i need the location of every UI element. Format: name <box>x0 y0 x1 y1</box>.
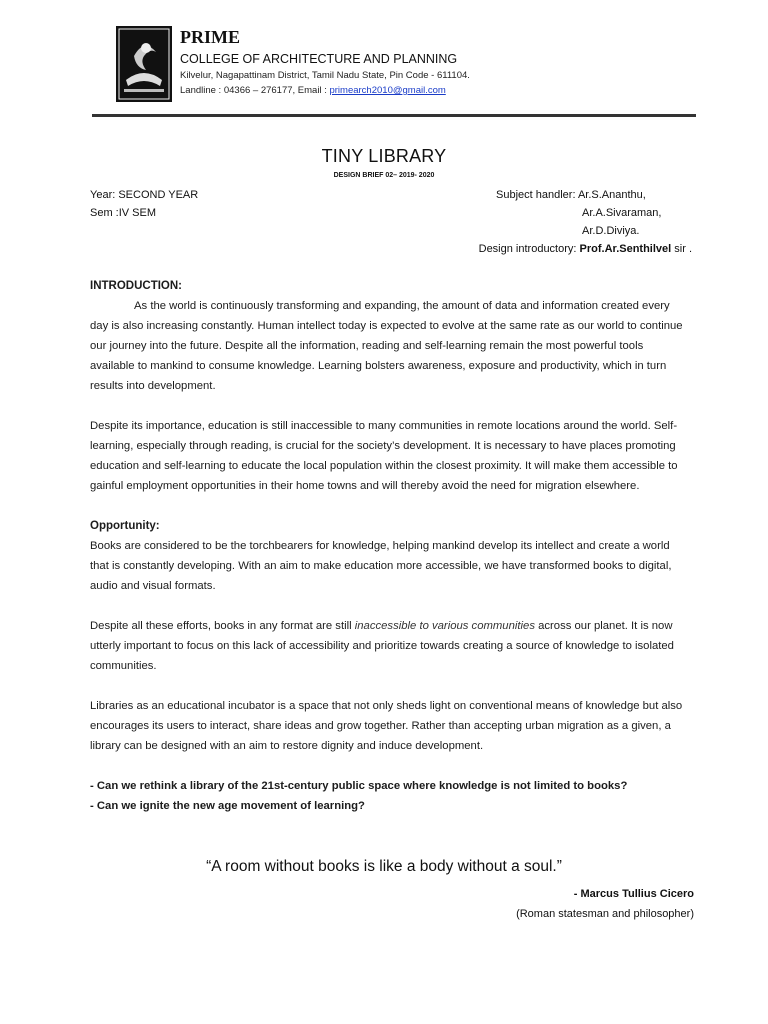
design-brief-label: DESIGN BRIEF 02– 2019- 2020 <box>333 172 435 179</box>
sem-label: Sem :IV SEM <box>90 207 157 219</box>
email-link[interactable]: primearch2010@gmail.com <box>329 85 446 96</box>
opportunity-paragraph-2 <box>90 616 690 676</box>
college-name: COLLEGE OF ARCHITECTURE AND PLANNING <box>180 52 458 66</box>
course-info <box>90 186 198 222</box>
opp-p2-start: Despite all these efforts, books in any format are still <box>90 620 355 632</box>
letterhead <box>180 26 470 98</box>
contact-prefix: Landline : 04366 – 276177, Email : <box>180 85 330 96</box>
question-2: - Can we ignite the new age movement of learning? <box>90 800 365 812</box>
brief-content <box>90 276 690 816</box>
page-title: TINY LIBRARY <box>321 146 447 166</box>
college-contact <box>180 84 470 98</box>
quote-text: “A room without books is like a body without a soul.” <box>206 858 562 875</box>
opportunity-heading: Opportunity: <box>90 520 160 532</box>
design-intro-name: Prof.Ar.Senthilvel <box>579 243 672 255</box>
design-intro-label: Design introductory: <box>478 243 580 255</box>
header-divider <box>92 114 696 117</box>
subject-handler-label: Subject handler: <box>496 189 578 201</box>
college-prime: PRIME <box>180 27 240 47</box>
year-label: Year: SECOND YEAR <box>90 189 199 201</box>
question-1: - Can we rethink a library of the 21st-century public space where knowledge is not limited to books? <box>90 780 628 792</box>
subject-handler-line <box>440 186 692 204</box>
opportunity-paragraph-3: Libraries as an educational incubator is a space that not only sheds light on conventional means of knowledge but also encourages its users to interact, share ideas and grow together. Rather than accepting urban migration as a given, a library can be designed with an aim to restore dignity and induce development. <box>90 700 683 752</box>
subject-handler-1: Ar.S.Ananthu, <box>577 189 646 201</box>
opportunity-paragraph-1: Books are considered to be the torchbearers for knowledge, helping mankind develop its intellect and create a world that is constantly developing. With an aim to make education more accessible, we have transformed books to digital, audio and visual formats. <box>90 540 672 592</box>
subject-handler-3: Ar.D.Diviya. <box>582 225 640 237</box>
college-logo <box>116 26 172 102</box>
intro-paragraph-2: Despite its importance, education is still inaccessible to many communities in remote locations around the world. Self-learning, especially through reading, is crucial for the society’s development. It is necessary to have places promoting education and self-learning to educate the local population within the closest proximity. It will make them accessible to gainful employment opportunities in their home towns and will thereby avoid the need for migration elsewhere. <box>90 420 678 492</box>
quote-author-role: (Roman statesman and philosopher) <box>516 908 694 920</box>
subject-handler-2: Ar.A.Sivaraman, <box>582 207 662 219</box>
design-introductory-line <box>440 240 692 258</box>
faculty-info <box>440 186 692 258</box>
intro-heading: INTRODUCTION: <box>90 280 182 292</box>
quote-author: - Marcus Tullius Cicero <box>573 888 694 900</box>
opp-p2-end: across our planet. It is now utterly important to focus on this lack of accessibility and prioritize towards creating a source of knowledge to isolated communities. <box>90 620 674 672</box>
opp-p2-emphasis: inaccessible to various communities <box>354 620 535 632</box>
college-address: Kilvelur, Nagapattinam District, Tamil Nadu State, Pin Code - 611104. <box>180 70 470 81</box>
intro-paragraph-1: As the world is continuously transforming and expanding, the amount of data and information created every day is also increasing constantly. Human intellect today is expected to evolve at the same rate as our world to continue our journey into the future. Despite all the information, reading and self-learning remain the most powerful tools available to mankind to consume knowledge. Learning bolsters awareness, exposure and productivity, which in turn results into development. <box>90 300 683 392</box>
design-intro-suffix: sir . <box>671 243 692 255</box>
